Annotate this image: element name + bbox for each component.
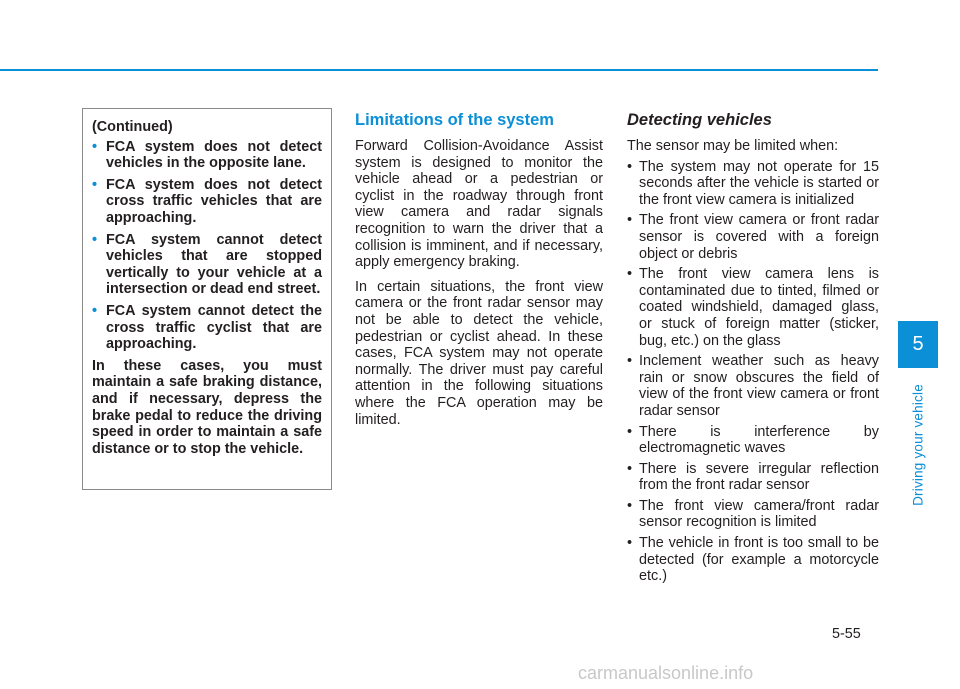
subsection-lead: The sensor may be limited when: <box>627 138 839 154</box>
list-item: • FCA system cannot detect the cross traffic cyclist that are approaching. <box>92 302 322 353</box>
list-item: • FCA system does not detect vehicles in the opposite lane. <box>92 138 322 172</box>
subsection-title: Detecting vehicles <box>627 111 772 129</box>
caution-conclusion: In these cases, you must maintain a safe braking distance, and if necessary, depress the brake pedal to reduce the driving speed in order to maintain a safe distance or to stop the vehicle. <box>92 357 322 457</box>
list-item: • The front view camera or front radar sensor is covered with a foreign object or debris <box>627 212 879 262</box>
list-item: • FCA system does not detect cross traffic vehicles that are approaching. <box>92 176 322 226</box>
limitations-section <box>355 110 603 436</box>
list-item: • Inclement weather such as heavy rain or snow obscures the field of view of the front view camera or front radar sensor <box>627 353 879 419</box>
bullet-icon: • <box>627 212 633 229</box>
list-item: • The front view camera lens is contaminated due to tinted, filmed or coated windshield, damaged glass, or stuck of foreign matter (sticker, bug, etc.) on the glass <box>627 266 879 349</box>
section-paragraph: Forward Collision-Avoidance Assist system is designed to monitor the vehicle ahead or a pedestrian or cyclist in the roadway through front view camera and radar signals recognition to warn the driver that a collision is imminent, and if necessary, apply emergency braking. <box>355 138 603 271</box>
page-number: 5-55 <box>832 626 861 642</box>
footer-watermark: carmanualsonline.info <box>578 663 754 683</box>
list-item: • The vehicle in front is too small to be detected (for example a motorcycle etc.) <box>627 535 879 585</box>
list-item: • FCA system cannot detect vehicles that are stopped vertically to your vehicle at a intersection or dead end street. <box>92 231 322 298</box>
detecting-list <box>627 159 879 585</box>
header-rule <box>0 69 878 71</box>
bullet-icon: • <box>627 423 633 440</box>
list-item: • There is severe irregular reflection from the front radar sensor <box>627 460 879 494</box>
list-item: • There is interference by electromagnetic waves <box>627 423 879 457</box>
bullet-icon: • <box>627 535 633 552</box>
bullet-icon: • <box>92 302 98 319</box>
bullet-icon: • <box>92 231 98 248</box>
bullet-icon: • <box>627 266 633 283</box>
bullet-icon: • <box>627 460 633 477</box>
bullet-icon: • <box>92 138 98 155</box>
bullet-icon: • <box>627 497 633 514</box>
detecting-section <box>627 110 879 589</box>
section-paragraph: In certain situations, the front view camera or the front radar sensor may not be able to detect the vehicle, pedestrian or cyclist ahead. In these cases, FCA system may not operate normally. The driver must pay careful attention in the following situations where the FCA operation may be limited. <box>355 278 603 428</box>
caution-list <box>92 139 322 353</box>
chapter-number: 5 <box>912 333 924 355</box>
bullet-icon: • <box>92 176 98 193</box>
caution-box <box>82 108 332 490</box>
list-item: • The front view camera/front radar sensor recognition is limited <box>627 497 879 531</box>
continued-label: (Continued) <box>92 119 173 135</box>
bullet-icon: • <box>627 353 633 370</box>
section-title: Limitations of the system <box>355 111 554 129</box>
chapter-tab <box>898 321 938 368</box>
bullet-icon: • <box>627 158 633 175</box>
chapter-title: Driving your vehicle <box>910 384 926 506</box>
list-item: • The system may not operate for 15 seconds after the vehicle is started or the front view camera is initialized <box>627 158 879 208</box>
